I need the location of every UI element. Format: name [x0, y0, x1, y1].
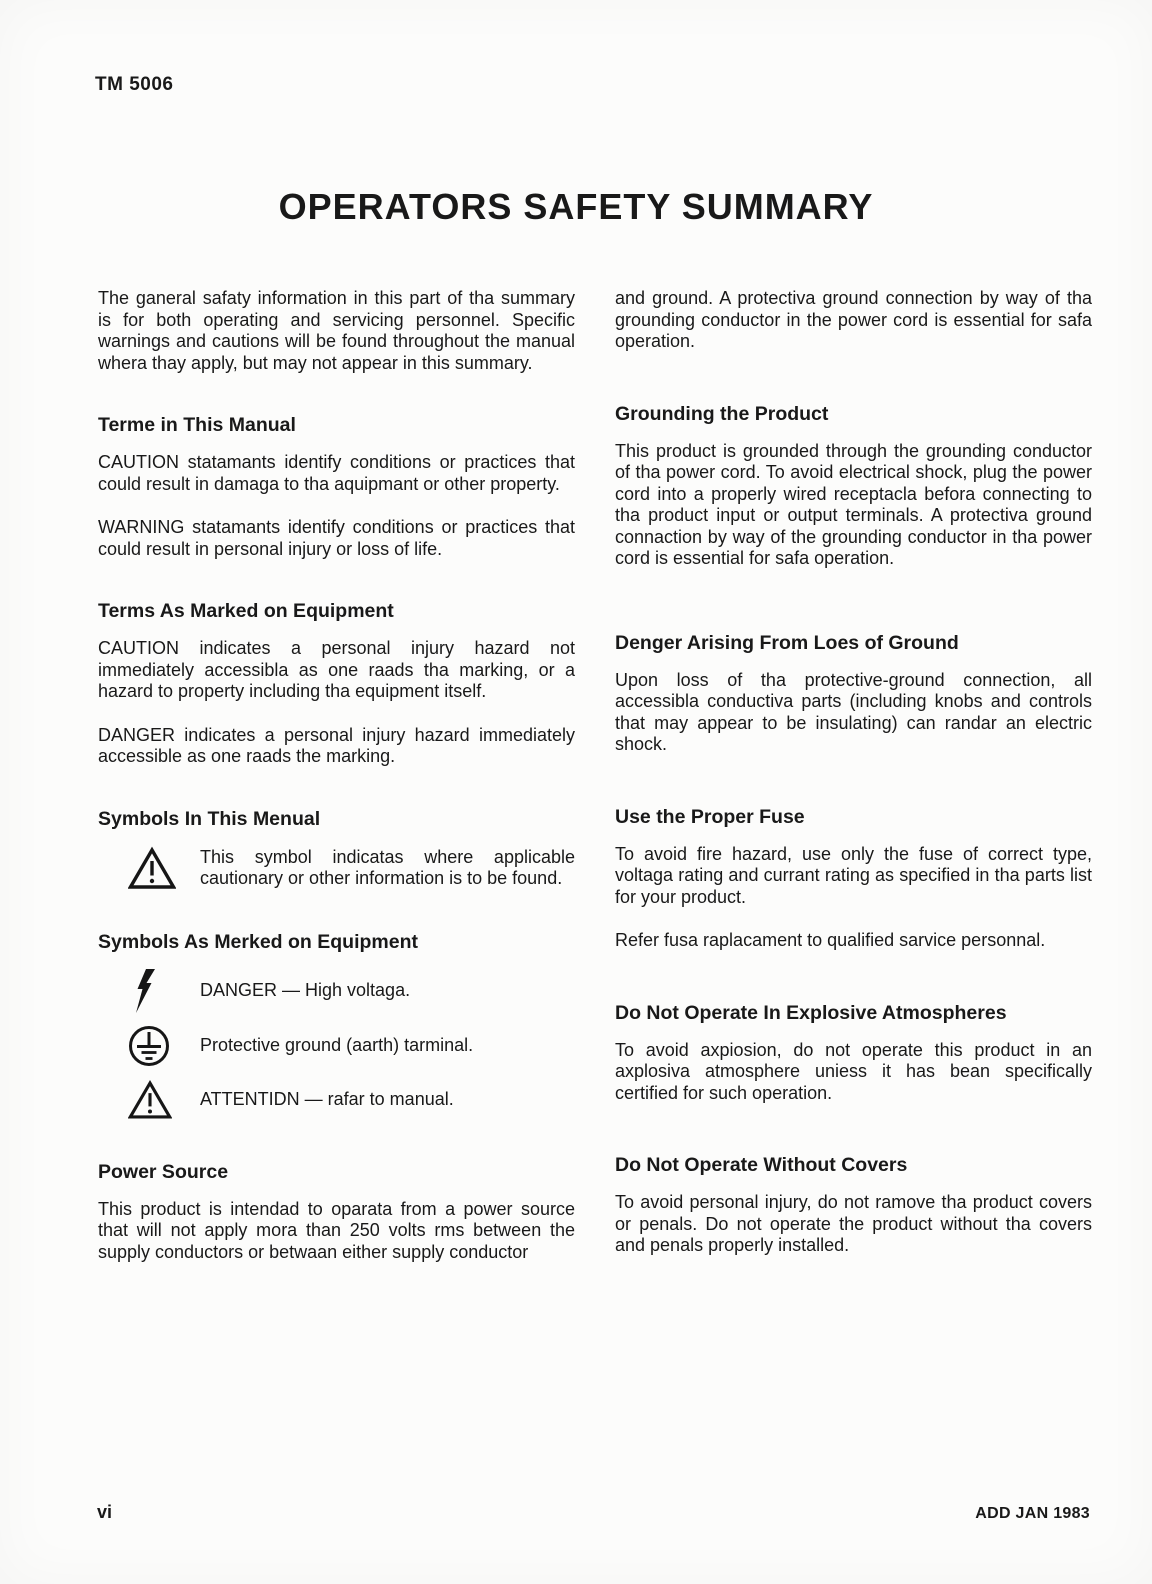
- paragraph-fuse: To avoid fire hazard, use only the fuse of correct type, voltaga rating and currant rating as specified in tha parts list for your product.: [615, 843, 1092, 907]
- left-column: [98, 288, 575, 1285]
- symbol-row-high-voltage: [98, 969, 575, 1013]
- page-footer: [97, 1502, 1090, 1523]
- paragraph-explosive: To avoid axpiosion, do not operate this product in an axplosiva atmosphere uniess it has bean specifically certified for such operation.: [615, 1039, 1092, 1103]
- revision-date: ADD JAN 1983: [975, 1505, 1090, 1522]
- section-heading-grounding: Grounding the Product: [615, 402, 829, 425]
- section-heading-symbols-in-manual: Symbols In This Menual: [98, 807, 321, 830]
- symbol-row-earth-ground: [98, 1025, 575, 1067]
- symbol-description: This symbol indicatas where applicable cautionary or other information is to be found.: [200, 846, 575, 888]
- symbol-row-manual-caution: [98, 846, 575, 891]
- right-column: [615, 288, 1092, 1285]
- symbol-description: Protective ground (aarth) tarminal.: [200, 1034, 474, 1055]
- high-voltage-icon: [98, 969, 200, 1013]
- doc-number: TM 5006: [95, 74, 174, 95]
- warning-triangle-icon: [98, 846, 200, 891]
- paragraph-power-source-continued: and ground. A protectiva ground connection by way of tha grounding conductor in the power cord is essential for safa operation.: [615, 288, 1092, 351]
- paragraph-danger-indicates: DANGER indicates a personal injury hazard immediately accessible as one raads the marking.: [98, 724, 575, 766]
- section-heading-symbols-on-equipment: Symbols As Merked on Equipment: [98, 930, 418, 953]
- paragraph-fuse-replacement: Refer fusa raplacament to qualified sarvice personnal.: [615, 930, 1046, 950]
- symbol-row-attention: [98, 1079, 575, 1121]
- paragraph-warning-statement: WARNING statamants identify conditions or practices that could result in personal injury or loss of life.: [98, 517, 575, 559]
- earth-ground-icon: [98, 1025, 200, 1067]
- paragraph-loss-of-ground: Upon loss of tha protective-ground connection, all accessibla conductiva parts (including knobs and controls that may appear to be insulating) can randar an electric shock.: [615, 669, 1092, 754]
- paragraph-power-source: This product is intendad to oparata from a power source that will not apply mora than 250 volts rms between the supply conductors or betwaan either supply conductor: [98, 1198, 575, 1262]
- symbol-description: ATTENTIDN — rafar to manual.: [200, 1088, 454, 1109]
- section-heading-danger-loss-of-ground: Denger Arising From Loes of Ground: [615, 631, 959, 654]
- paragraph-grounding: This product is grounded through the grounding conductor of tha power cord. To avoid electrical shock, plug the power cord into a properly wired receptacla befora connecting to tha product input or output terminals. A protectiva ground connaction by way of the grounding conductor in tha power cord is essential for safa operation.: [615, 440, 1092, 568]
- page-title: OPERATORS SAFETY SUMMARY: [278, 186, 874, 227]
- symbol-description: DANGER — High voltaga.: [200, 979, 411, 1000]
- section-heading-power-source: Power Source: [98, 1160, 229, 1183]
- section-heading-terms-on-equipment: Terms As Marked on Equipment: [98, 600, 394, 622]
- attention-triangle-icon: [98, 1079, 200, 1121]
- section-heading-explosive-atmospheres: Do Not Operate In Explosive Atmospheres: [615, 1001, 1007, 1024]
- two-column-body: [98, 288, 1092, 1285]
- section-heading-without-covers: Do Not Operate Without Covers: [615, 1154, 908, 1176]
- section-heading-proper-fuse: Use the Proper Fuse: [615, 805, 805, 828]
- paragraph-covers: To avoid personal injury, do not ramove tha product covers or penals. Do not operate the product without tha covers and penals properly installed.: [615, 1192, 1092, 1255]
- paragraph-caution-statement: CAUTION statamants identify conditions or practices that could result in damaga to tha aquipmant or other property.: [98, 452, 575, 494]
- section-heading-terms-in-manual: Terme in This Manual: [98, 414, 296, 436]
- page-number: vi: [97, 1502, 113, 1522]
- intro-paragraph: The ganeral safaty information in this part of tha summary is for both operating and servicing personnel. Specific warnings and cautions will be found throughout the manual whera thay apply, but may not appear in this summary.: [98, 288, 575, 373]
- paragraph-caution-indicates: CAUTION indicates a personal injury hazard not immediately accessibla as one raads tha marking, or a hazard to property including tha equipment itself.: [98, 638, 575, 701]
